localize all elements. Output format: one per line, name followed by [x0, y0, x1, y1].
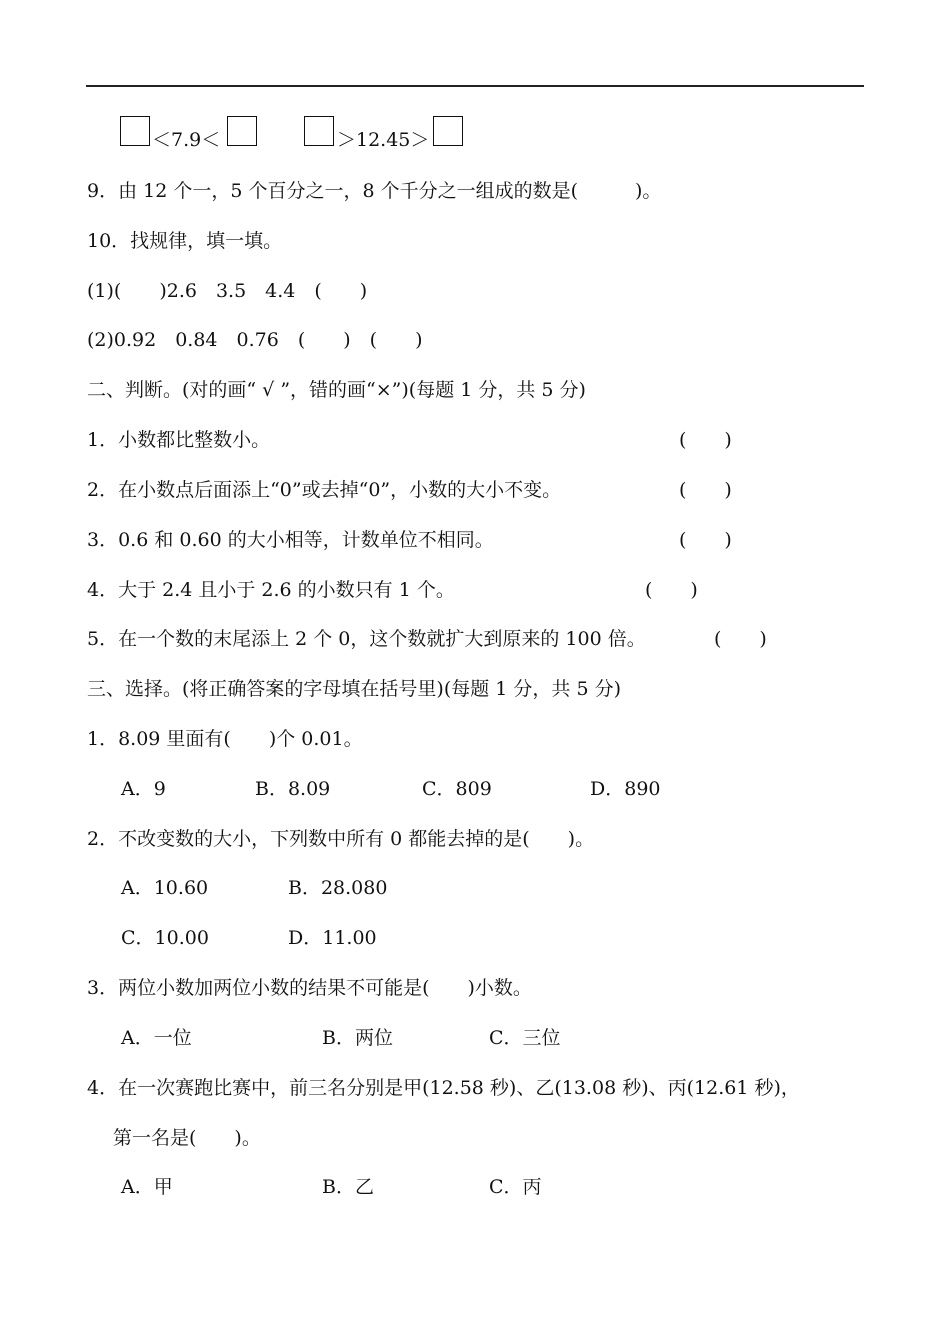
judge-item-1: 1．小数都比整数小。	[87, 429, 271, 451]
judge-item-3: 3．0.6 和 0.60 的大小相等，计数单位不相同。	[87, 529, 494, 551]
choice-question-4: 4．在一次赛跑比赛中，前三名分别是甲(12.58 秒)、乙(13.08 秒)、丙(12.61 秒)，	[87, 1077, 800, 1099]
choice-2-option-d[interactable]: D．11.00	[288, 927, 377, 949]
answer-box-8b[interactable]	[227, 116, 257, 146]
choice-2-option-a[interactable]: A．10.60	[121, 877, 209, 899]
choice-2-option-c[interactable]: C．10.00	[121, 927, 209, 949]
choice-question-3: 3．两位小数加两位小数的结果不可能是( )小数。	[87, 977, 532, 999]
judge-item-2-answer[interactable]: ( )	[679, 479, 732, 501]
judge-item-4: 4．大于 2.4 且小于 2.6 的小数只有 1 个。	[87, 579, 455, 601]
judge-item-3-answer[interactable]: ( )	[679, 529, 732, 551]
choice-question-2: 2．不改变数的大小，下列数中所有 0 都能去掉的是( )。	[87, 828, 595, 850]
judge-item-2: 2．在小数点后面添上“0”或去掉“0”，小数的大小不变。	[87, 479, 562, 501]
choice-4-option-c[interactable]: C．丙	[489, 1176, 542, 1198]
choice-1-option-b[interactable]: B．8.09	[255, 778, 331, 800]
choice-4-option-a[interactable]: A．甲	[121, 1176, 173, 1198]
choice-3-option-b[interactable]: B．两位	[322, 1027, 393, 1049]
judge-item-5: 5．在一个数的末尾添上 2 个 0，这个数就扩大到原来的 100 倍。	[87, 628, 646, 650]
inequality-left-text: ＜7.9＜	[152, 129, 221, 151]
header-rule	[86, 85, 864, 87]
choice-3-option-c[interactable]: C．三位	[489, 1027, 561, 1049]
section-2-title: 二、判断。(对的画“ √ ”，错的画“×”)(每题 1 分，共 5 分)	[87, 379, 586, 401]
answer-box-8c[interactable]	[304, 116, 334, 146]
inequality-right-text: ＞12.45＞	[337, 129, 430, 151]
choice-1-option-d[interactable]: D．890	[590, 778, 661, 800]
choice-question-1: 1．8.09 里面有( )个 0.01。	[87, 728, 363, 750]
answer-box-8d[interactable]	[433, 116, 463, 146]
choice-question-4-cont: 第一名是( )。	[113, 1127, 261, 1149]
choice-3-option-a[interactable]: A．一位	[121, 1027, 192, 1049]
section-3-title: 三、选择。(将正确答案的字母填在括号里)(每题 1 分，共 5 分)	[87, 678, 621, 700]
question-10-part-2: (2)0.92 0.84 0.76 ( ) ( )	[87, 329, 423, 351]
judge-item-5-answer[interactable]: ( )	[714, 628, 767, 650]
judge-item-4-answer[interactable]: ( )	[645, 579, 698, 601]
question-10-title: 10．找规律，填一填。	[87, 230, 283, 252]
judge-item-1-answer[interactable]: ( )	[679, 429, 732, 451]
question-9: 9．由 12 个一，5 个百分之一，8 个千分之一组成的数是( )。	[87, 180, 662, 202]
choice-1-option-a[interactable]: A．9	[121, 778, 166, 800]
choice-1-option-c[interactable]: C．809	[422, 778, 492, 800]
choice-4-option-b[interactable]: B．乙	[322, 1176, 374, 1198]
choice-2-option-b[interactable]: B．28.080	[288, 877, 388, 899]
answer-box-8a[interactable]	[120, 116, 150, 146]
question-10-part-1: (1)( )2.6 3.5 4.4 ( )	[87, 280, 368, 302]
